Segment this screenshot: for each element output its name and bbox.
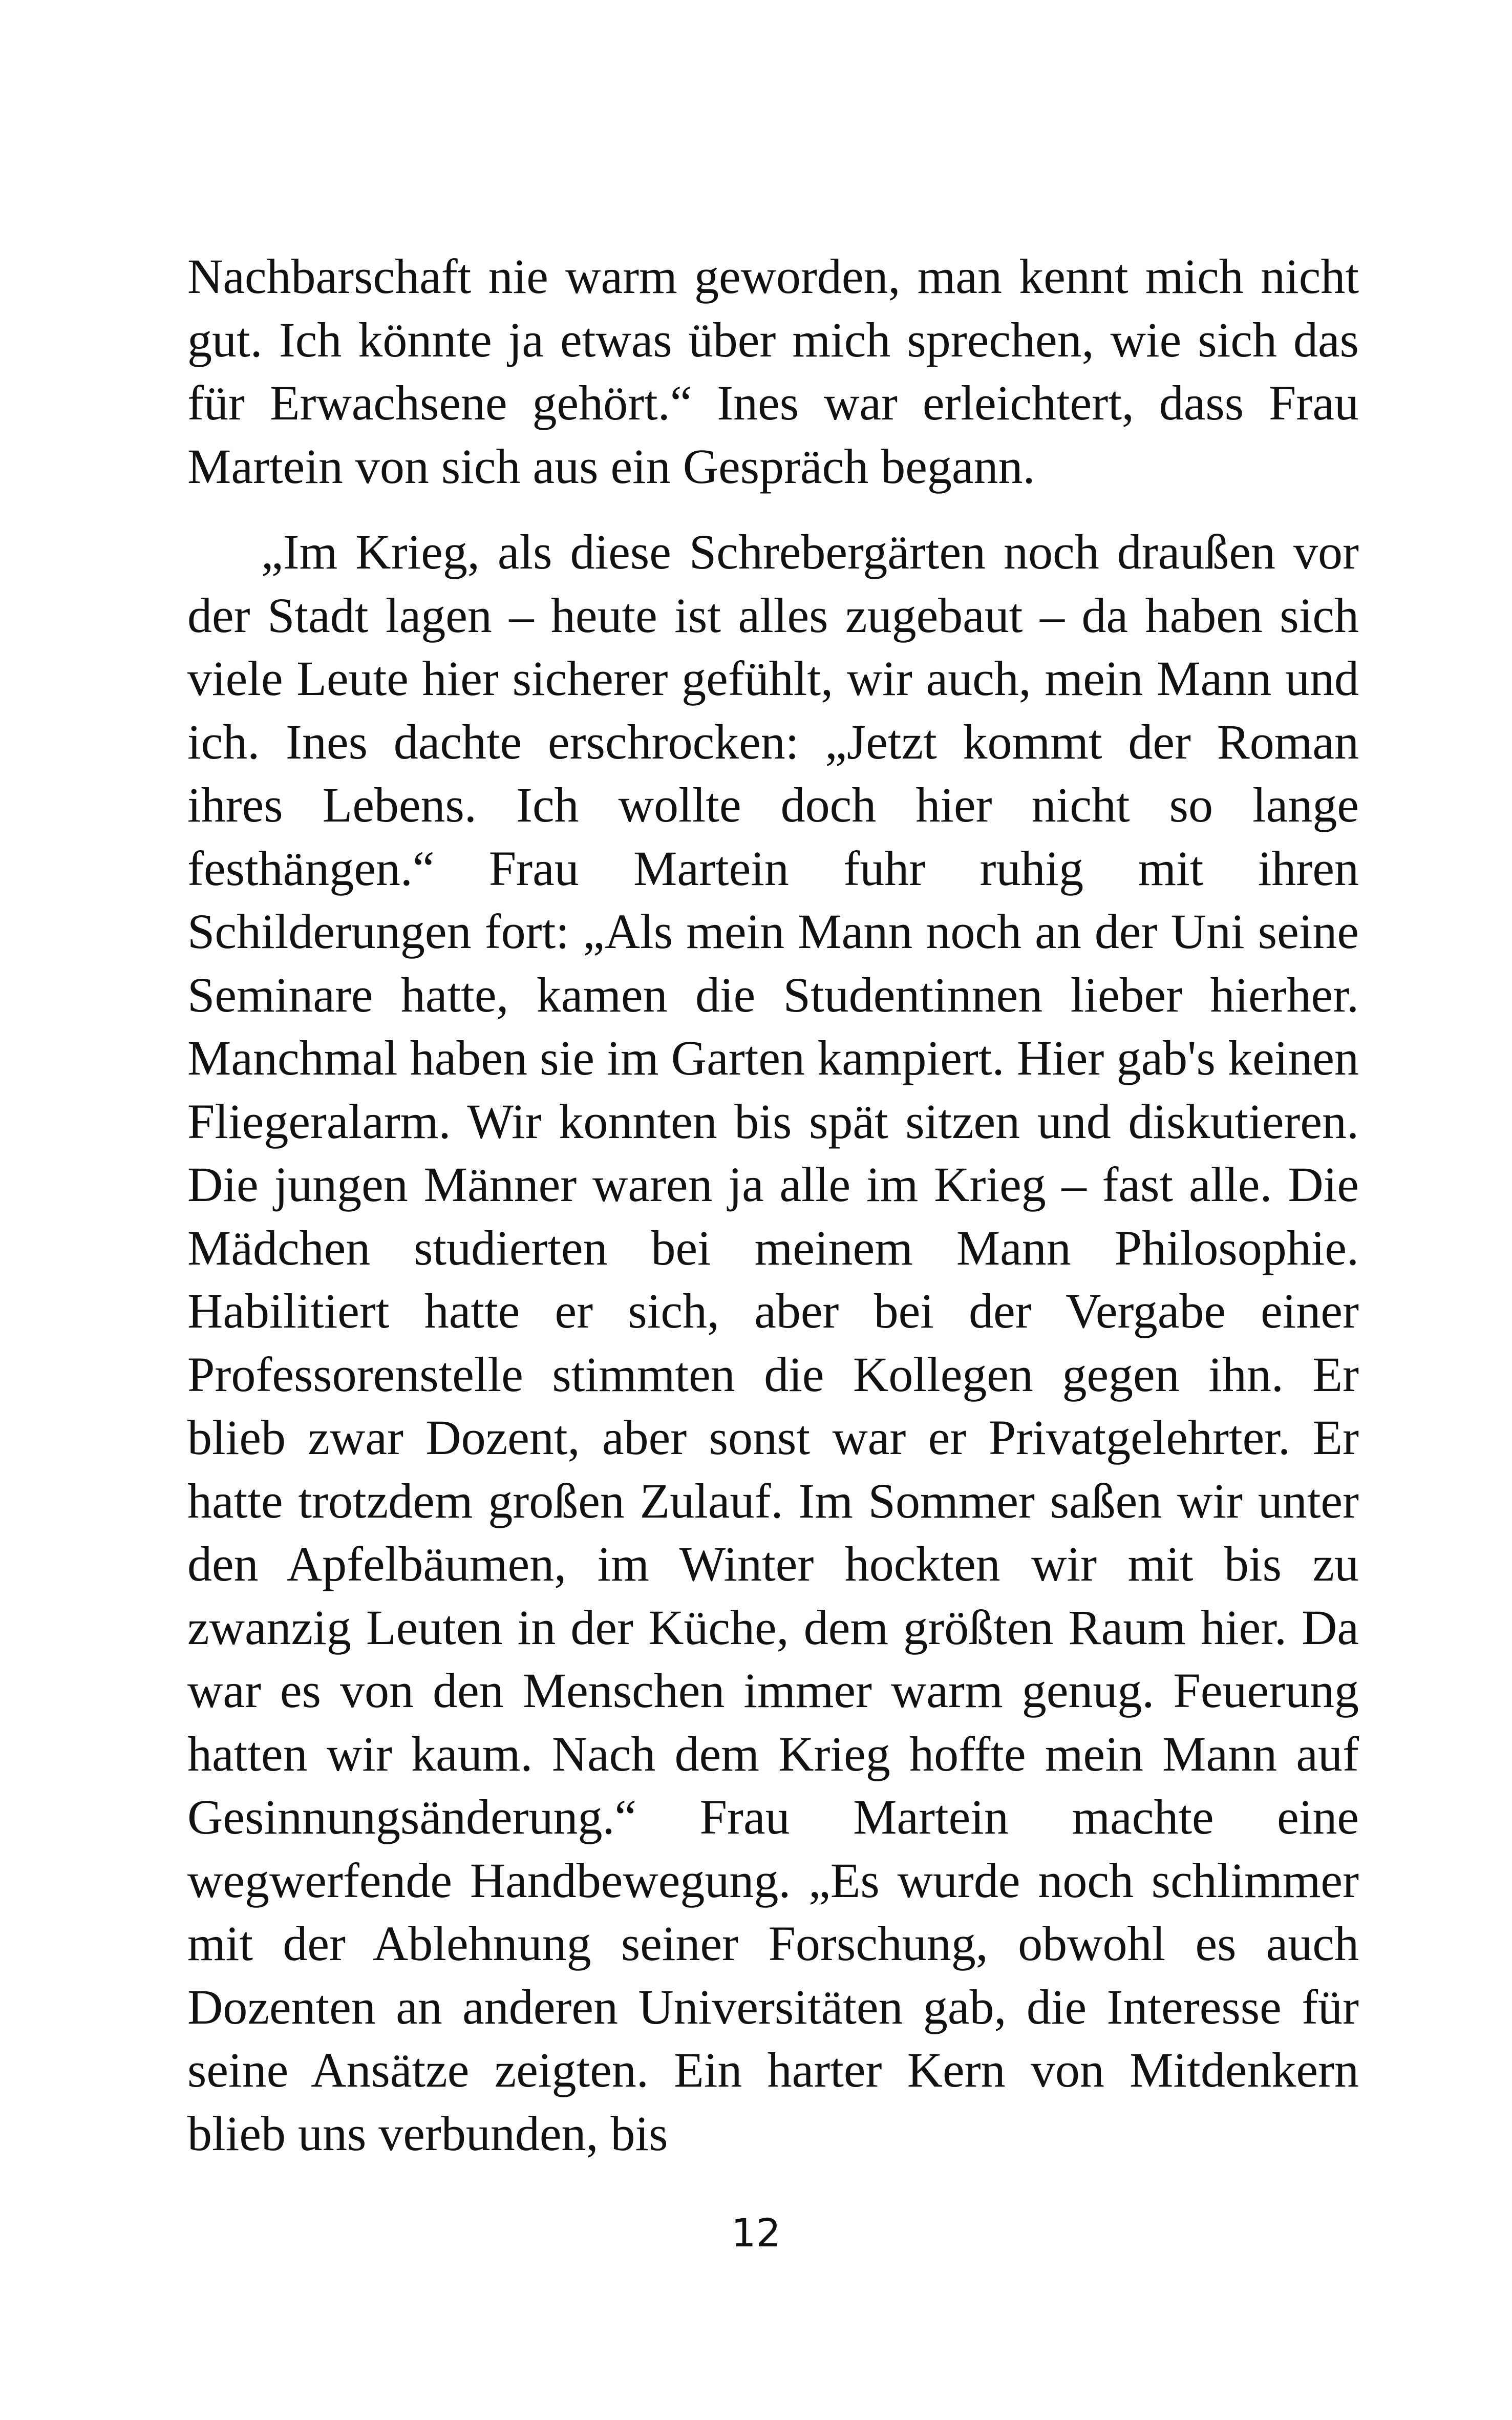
paragraph-2: „Im Krieg, als diese Schrebergärten noch draußen vor der Stadt lagen – heute ist alles zugebaut – da haben sich viele Leute hier sicherer gefühlt, wir auch, mein Mann und ich. Ines dachte erschrocken: „Jetzt kommt der Roman ihres Lebens. Ich wollte doch hier nicht so lange festhängen.“ Frau Martein fuhr ruhig mit ihren Schilderungen fort: „Als mein Mann noch an der Uni seine Seminare hatte, kamen die Studentinnen lieber hierher. Manchmal haben sie im Garten kampiert. Hier gab's keinen Fliegeralarm. Wir konnten bis spät sitzen und diskutieren. Die jungen Männer waren ja alle im Krieg – fast alle. Die Mädchen studierten bei meinem Mann Philosophie. Habilitiert hatte er sich, aber bei der Vergabe einer Professorenstelle stimmten die Kollegen gegen ihn. Er blieb zwar Dozent, aber sonst war er Privatgelehrter. Er hatte trotzdem großen Zulauf. Im Sommer saßen wir unter den Apfelbäumen, im Winter hockten wir mit bis zu zwanzig Leuten in der Küche, dem größten Raum hier. Da war es von den Menschen immer warm genug. Feuerung hatten wir kaum. Nach dem Krieg hoffte mein Mann auf Gesinnungsänderung.“ Frau Martein machte eine wegwerfende Handbewegung. „Es wurde noch schlimmer mit der Ablehnung seiner Forschung, obwohl es auch Dozenten an anderen Universitäten gab, die Interesse für seine Ansätze zeigten. Ein harter Kern von Mitdenkern blieb uns verbunden, bis bbox=[187, 524, 1359, 2161]
paragraph-1: Nachbarschaft nie warm geworden, man kennt mich nicht gut. Ich könnte ja etwas über mich sprechen, wie sich das für Erwachsene gehört.“ Ines war erleichtert, dass Frau Martein von sich aus ein Gespräch begann. bbox=[187, 249, 1359, 494]
page-number: 12 bbox=[731, 2210, 781, 2256]
body-text bbox=[187, 245, 1359, 2165]
